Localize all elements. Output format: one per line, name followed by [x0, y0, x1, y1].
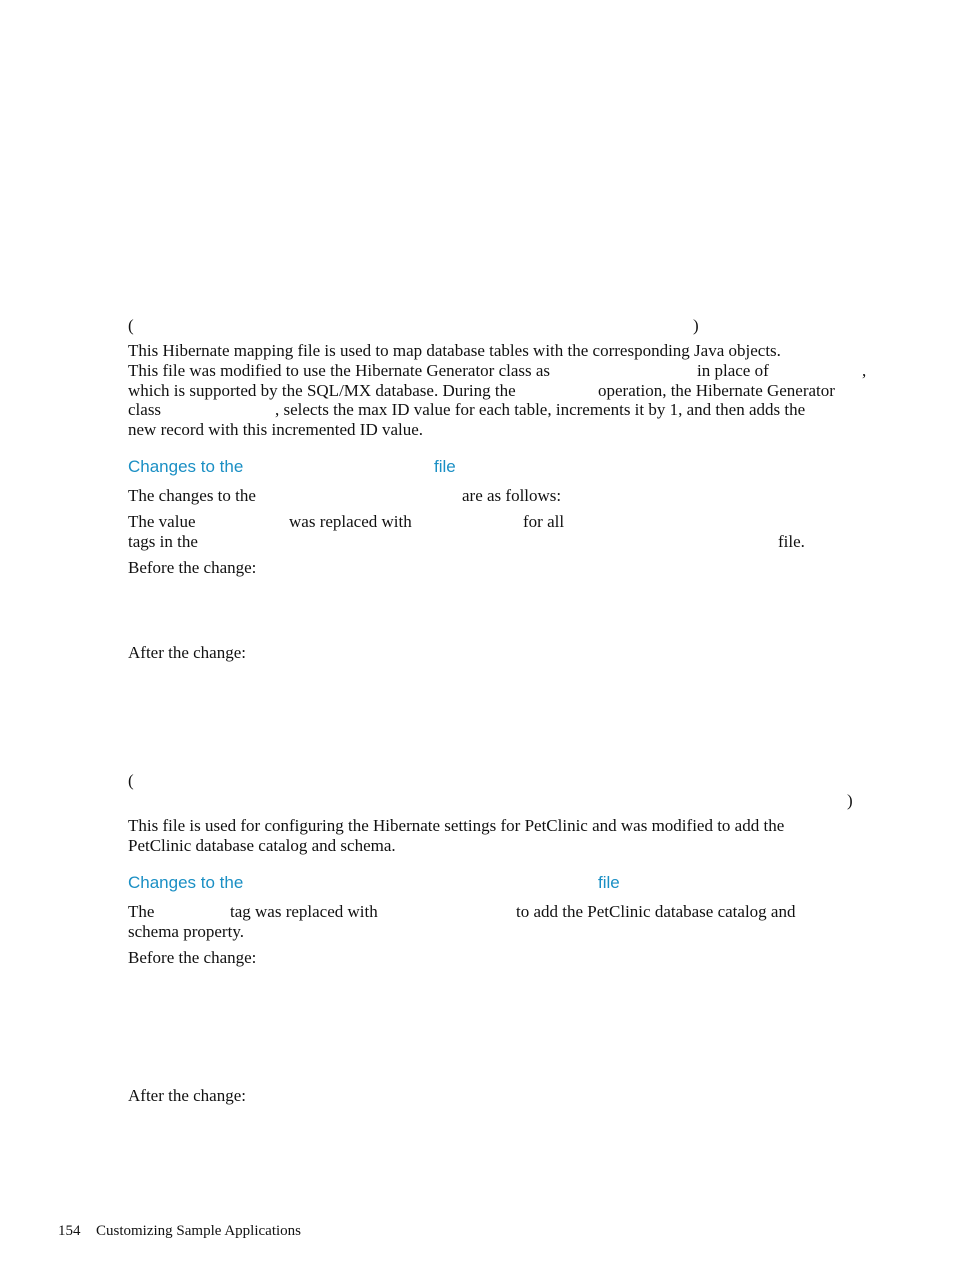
before-change-label: Before the change:: [128, 948, 257, 967]
para-line: which is supported by the SQL/MX database. During the: [128, 381, 516, 400]
value-line: for all: [523, 512, 565, 531]
heading-text: file: [434, 457, 456, 476]
page-number: 154: [58, 1223, 81, 1239]
before-change-label: Before the change:: [128, 558, 257, 577]
para-line: operation, the Hibernate Generator: [598, 381, 835, 400]
tag-line: to add the PetClinic database catalog and: [516, 902, 796, 921]
changes-intro: are as follows:: [462, 486, 562, 505]
tag-line: The: [128, 902, 155, 921]
para-line: class: [128, 400, 162, 419]
para-line: , selects the max ID value for each table, increments it by 1, and then adds the: [275, 400, 806, 419]
close-paren: ): [693, 316, 699, 335]
after-change-label: After the change:: [128, 643, 246, 662]
open-paren: (: [128, 771, 134, 790]
changes-intro: The changes to the: [128, 486, 256, 505]
open-paren: (: [128, 316, 134, 335]
heading-text: Changes to the: [128, 873, 244, 892]
para-line: This file was modified to use the Hibernate Generator class as: [128, 361, 551, 380]
tags-line: file.: [778, 532, 805, 551]
para-line: This Hibernate mapping file is used to map database tables with the corresponding Java objects.: [128, 341, 781, 360]
config-file-description: This file is used for configuring the Hibernate settings for PetClinic and was modified to add the: [128, 816, 785, 835]
close-paren: ): [847, 791, 853, 810]
value-line: was replaced with: [289, 512, 412, 531]
after-change-label: After the change:: [128, 1086, 246, 1105]
value-line: The value: [128, 512, 196, 531]
config-file-description: PetClinic database catalog and schema.: [128, 836, 396, 855]
tags-line: tags in the: [128, 532, 198, 551]
para-line: ,: [862, 361, 867, 380]
para-line: new record with this incremented ID value.: [128, 420, 424, 439]
heading-text: file: [598, 873, 620, 892]
chapter-title: Customizing Sample Applications: [96, 1223, 301, 1239]
heading-text: Changes to the: [128, 457, 244, 476]
tag-line: schema property.: [128, 922, 244, 941]
tag-line: tag was replaced with: [230, 902, 378, 921]
para-line: in place of: [697, 361, 769, 380]
